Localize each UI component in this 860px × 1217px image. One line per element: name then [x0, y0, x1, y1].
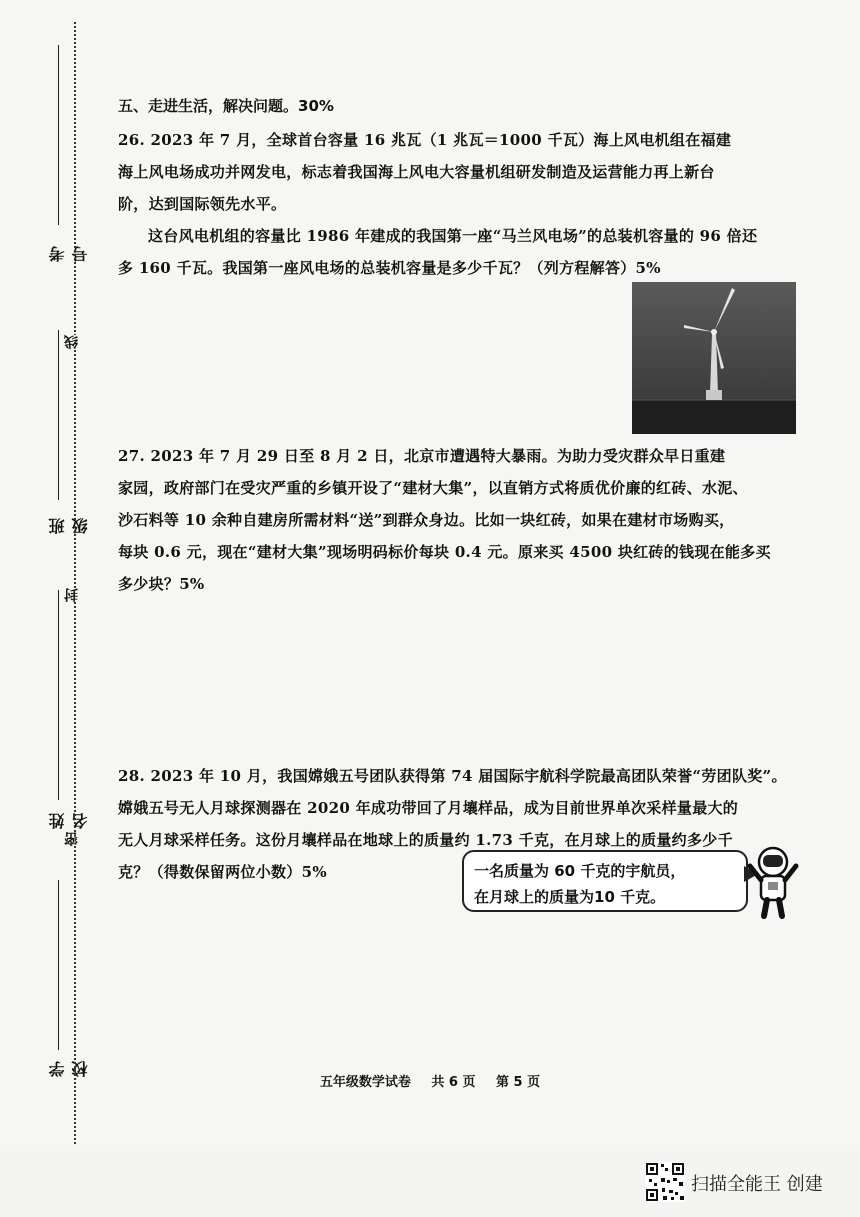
astronaut-icon — [746, 842, 800, 922]
q26-line: 阶，达到国际领先水平。 — [118, 195, 287, 213]
q28-line: 28. 2023 年 10 月，我国嫦娥五号团队获得第 74 届国际宇航科学院最高团队荣誉“劳团队奖”。 — [118, 767, 787, 785]
class-line — [58, 330, 59, 500]
school-line — [58, 880, 59, 1050]
name-line — [58, 590, 59, 800]
q26-line: 这台风电机组的容量比 1986 年建成的我国第一座“马兰风电场”的总装机容量的 96 倍还 — [148, 227, 758, 245]
seal-line-char: 线 — [62, 335, 84, 349]
q26-line: 海上风电场成功并网发电，标志着我国海上风电大容量机组研发制造及运营能力再上新台 — [118, 163, 715, 181]
q27-line: 多少块？5% — [118, 575, 205, 593]
footer-paper-title: 五年级数学试卷 — [319, 1075, 411, 1090]
q26-line: 多 160 千瓦。我国第一座风电场的总装机容量是多少千瓦？（列方程解答）5% — [118, 259, 661, 277]
seal-secret-char: 密 — [62, 832, 84, 846]
exam-no-label: 考号 — [48, 245, 90, 262]
scanner-watermark: 扫描全能王 创建 — [691, 1174, 823, 1195]
q28-line: 无人月球采样任务。这份月壤样品在地球上的质量约 1.73 千克，在月球上的质量约多少千 — [118, 831, 733, 849]
name-label: 姓名 — [48, 812, 90, 829]
page-footer — [0, 1071, 860, 1090]
exam-no-line — [58, 45, 59, 225]
qr-code-icon — [645, 1162, 685, 1202]
footer-total-pages: 共 6 页 — [431, 1075, 476, 1090]
seal-dotted-line — [74, 22, 76, 1144]
class-label: 班级 — [48, 517, 90, 534]
bubble-line: 在月球上的质量为10 千克。 — [474, 888, 666, 906]
q27-line: 每块 0.6 元，现在“建材大集”现场明码标价每块 0.4 元。原来买 4500 块红砖的钱现在能多买 — [118, 543, 771, 561]
wind-turbine-photo — [632, 282, 796, 434]
q28-line: 克？（得数保留两位小数）5% — [118, 863, 327, 881]
question-27 — [118, 440, 808, 600]
section-title: 五、走进生活，解决问题。30% — [118, 97, 334, 115]
q27-line: 家园，政府部门在受灾严重的乡镇开设了“建材大集”，以直销方式将质优价廉的红砖、水泥、 — [118, 479, 748, 497]
bubble-line: 一名质量为 60 千克的宇航员， — [474, 862, 686, 880]
seal-seal-char: 封 — [62, 588, 84, 602]
q26-line: 26. 2023 年 7 月，全球首台容量 16 兆瓦（1 兆瓦＝1000 千瓦）海上风电机组在福建 — [118, 131, 732, 149]
q28-line: 嫦娥五号无人月球探测器在 2020 年成功带回了月壤样品，成为目前世界单次采样量最大的 — [118, 799, 739, 817]
q27-line: 27. 2023 年 7 月 29 日至 8 月 2 日，北京市遭遇特大暴雨。为助力受灾群众早日重建 — [118, 447, 726, 465]
q27-line: 沙石料等 10 余种自建房所需材料“送”到群众身边。比如一块红砖，如果在建材市场购买， — [118, 511, 735, 529]
school-label: 学校 — [48, 1060, 90, 1077]
footer-page-number: 第 5 页 — [496, 1075, 541, 1090]
question-26 — [118, 124, 808, 284]
speech-bubble — [462, 850, 748, 912]
